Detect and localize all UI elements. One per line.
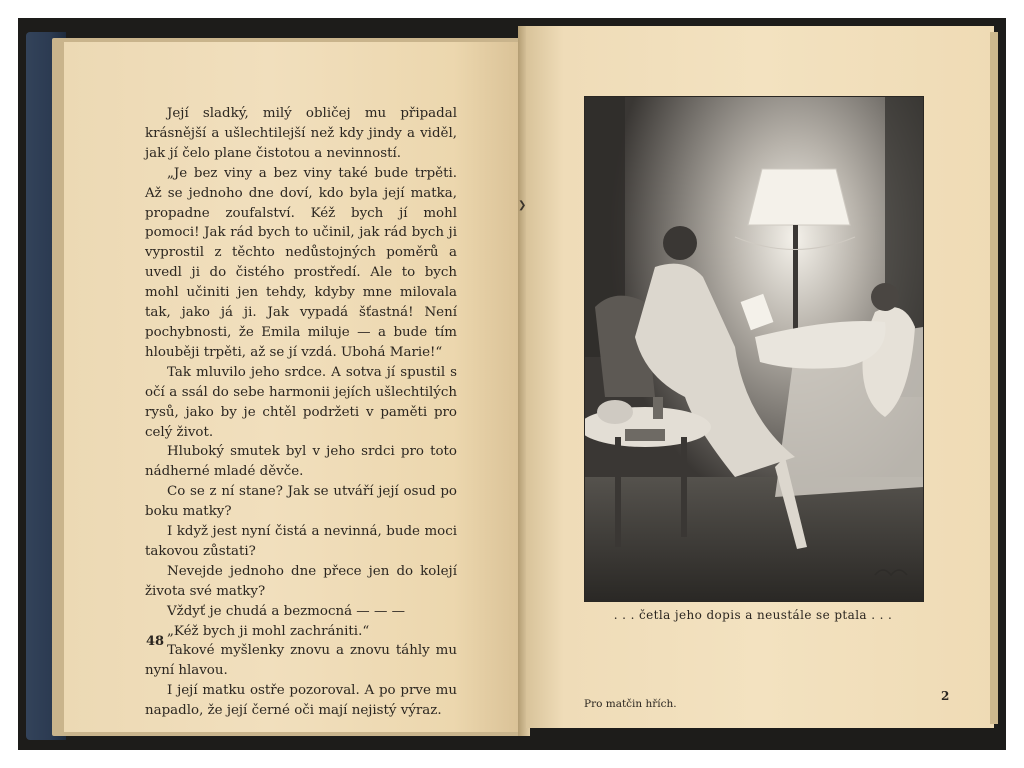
paragraph: „Kéž bych ji mohl zachrániti.“	[167, 623, 370, 639]
teapot	[597, 400, 633, 424]
paragraph: Vždyť je chudá a bezmocná — — —	[167, 603, 405, 619]
lamp-stand	[793, 225, 798, 345]
paragraph: Její sladký, milý obličej mu připadal krásnější a ušlechtilejší než kdy jindy a viděl, jak jí čelo plane čistotou a nevinností.	[145, 106, 457, 161]
lamp-shade	[748, 169, 850, 225]
page-number-right: 2	[941, 689, 950, 703]
page-number-left: 48	[146, 634, 165, 649]
bottle	[653, 397, 663, 419]
table-leg	[681, 437, 687, 537]
table-leg	[615, 437, 621, 547]
floor	[585, 477, 923, 601]
left-page-text	[145, 104, 457, 721]
book-on-table	[625, 429, 665, 441]
right-page-edge	[990, 32, 998, 724]
illustration	[584, 96, 924, 602]
seated-woman-head	[663, 226, 697, 260]
binding-thread-mark: ❯	[518, 200, 527, 211]
running-title: Pro matčin hřích.	[584, 698, 677, 710]
paragraph: I když jest nyní čistá a nevinná, bude moci takovou zůstati?	[145, 524, 457, 559]
paragraph: Nevejde jednoho dne přece jen do kolejí života své matky?	[145, 563, 457, 599]
paragraph: Hluboký smutek byl v jeho srdci pro toto nádherné mladé děvče.	[145, 444, 457, 480]
illustration-drawing	[585, 97, 923, 601]
paragraph: Tak mluvilo jeho srdce. A sotva jí spustil s očí a ssál do sebe harmonii jejích ušlechtilých rysů, jako by je chtěl podržeti v paměti pro celý život.	[145, 364, 457, 440]
paragraph: I její matku ostře pozoroval. A po prve mu napadlo, že její černé oči mají nejistý výraz.	[145, 683, 457, 719]
paragraph: „Je bez viny a bez viny také bude trpěti. Až se jednoho dne doví, kdo byla její matka, propadne zoufalství. Kéž bych jí mohl pomoci! Jak rád bych to učinil, jak rád bych ji vyprostil z těchto nedůstojných poměrů a uvedl ji do čistého prostředí. Ale to bych mohl učiniti jen tehdy, kdyby mne milovala tak, jako já ji. Jak vypadá šťastná! Není pochybnosti, že Emila miluje — a bude tím hlouběji trpěti, až se jí vzdá. Ubohá Marie!“	[145, 165, 457, 360]
paragraph: Takové myšlenky znovu a znovu táhly mu nyní hlavou.	[145, 643, 457, 679]
reclining-woman-head	[871, 283, 899, 311]
paragraph: Co se z ní stane? Jak se utváří její osud po boku matky?	[145, 484, 457, 520]
illustration-caption: . . . četla jeho dopis a neustále se ptala . . .	[613, 608, 893, 622]
